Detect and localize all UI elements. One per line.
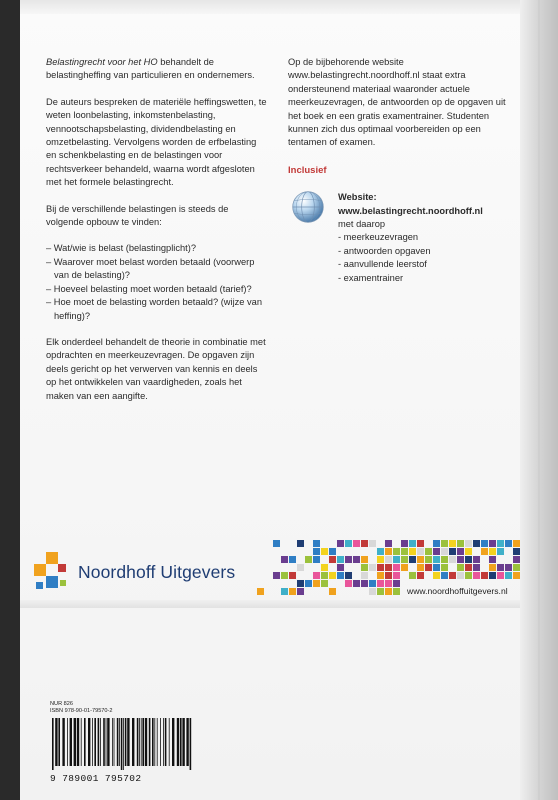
mosaic-tile	[433, 556, 440, 563]
mosaic-tile	[385, 572, 392, 579]
mosaic-tile	[417, 572, 424, 579]
mosaic-tile	[505, 540, 512, 547]
include-item: - meerkeuzevragen	[338, 232, 419, 243]
barcode-bar	[77, 718, 79, 766]
include-item: - antwoorden opgaven	[338, 245, 431, 256]
mosaic-tile	[401, 556, 408, 563]
mosaic-tile	[409, 556, 416, 563]
mosaic-tile	[465, 564, 472, 571]
mosaic-tile	[513, 572, 520, 579]
mosaic-tile	[297, 564, 304, 571]
mosaic-tile	[449, 572, 456, 579]
mosaic-tile	[329, 556, 336, 563]
mosaic-tile	[505, 564, 512, 571]
mosaic-tile	[385, 588, 392, 595]
mosaic-tile	[361, 540, 368, 547]
barcode-bar	[142, 718, 144, 766]
cover-band	[20, 600, 540, 608]
mosaic-tile	[497, 540, 504, 547]
mosaic-tile	[329, 548, 336, 555]
mosaic-tile	[369, 540, 376, 547]
mosaic-tile	[313, 548, 320, 555]
barcode-bar	[127, 718, 129, 766]
barcode	[50, 718, 196, 770]
barcode-bar	[121, 718, 123, 770]
barcode-bar	[165, 718, 167, 766]
barcode-bar	[74, 718, 76, 766]
mosaic-tile	[473, 540, 480, 547]
mosaic-tile	[465, 548, 472, 555]
website-url: www.belastingrecht.noordhoff.nl	[338, 205, 483, 216]
mosaic-tile	[425, 564, 432, 571]
mosaic-tile	[377, 588, 384, 595]
mosaic-tile	[417, 564, 424, 571]
mosaic-tile	[513, 548, 520, 555]
noordhoff-logo-mark	[32, 550, 72, 600]
barcode-bar	[186, 718, 188, 766]
barcode-bar	[182, 718, 184, 766]
mosaic-tile	[457, 572, 464, 579]
barcode-bar	[190, 718, 192, 770]
mosaic-tile	[409, 572, 416, 579]
mosaic-tile	[393, 580, 400, 587]
mosaic-tile	[481, 572, 488, 579]
mosaic-tile	[321, 580, 328, 587]
mosaic-tile	[441, 572, 448, 579]
mosaic-tile	[385, 548, 392, 555]
mosaic-tile	[393, 572, 400, 579]
publisher-url[interactable]: www.noordhoffuitgevers.nl	[407, 586, 508, 596]
barcode-bar	[55, 718, 57, 766]
barcode-bar	[132, 718, 134, 766]
mosaic-tile	[513, 556, 520, 563]
mosaic-tile	[489, 572, 496, 579]
mosaic-tile	[497, 548, 504, 555]
mosaic-tile	[361, 564, 368, 571]
mosaic-tile	[369, 588, 376, 595]
mosaic-tile	[345, 540, 352, 547]
mosaic-tile	[313, 556, 320, 563]
barcode-bar	[52, 718, 54, 770]
mosaic-tile	[481, 548, 488, 555]
barcode-bar	[125, 718, 127, 766]
mosaic-tile	[465, 556, 472, 563]
mosaic-tile	[393, 564, 400, 571]
mosaic-tile	[393, 556, 400, 563]
mosaic-tile	[353, 540, 360, 547]
question-list	[46, 242, 268, 322]
mosaic-tile	[433, 572, 440, 579]
mosaic-tile	[465, 572, 472, 579]
mosaic-tile	[505, 572, 512, 579]
book-title-inline: Belastingrecht voor het HO	[46, 57, 158, 67]
mosaic-tile	[385, 556, 392, 563]
mosaic-tile	[449, 548, 456, 555]
mosaic-tile	[441, 564, 448, 571]
mosaic-tile	[313, 572, 320, 579]
barcode-digits: 9 789001 795702	[50, 773, 142, 784]
isbn-number: ISBN 978-90-01-79570-2	[50, 708, 113, 714]
globe-icon	[290, 189, 326, 225]
mosaic-tile	[393, 548, 400, 555]
mosaic-tile	[313, 580, 320, 587]
barcode-bar	[119, 718, 120, 766]
barcode-bar	[152, 718, 154, 766]
barcode-bar	[163, 718, 164, 766]
nur-code: NUR 826	[50, 701, 74, 707]
barcode-bar	[177, 718, 179, 766]
barcode-bar	[92, 718, 93, 766]
cover-top-edge	[20, 0, 540, 14]
inclusief-heading: Inclusief	[288, 164, 327, 176]
mosaic-tile	[297, 588, 304, 595]
mosaic-tile	[313, 540, 320, 547]
mosaic-tile	[289, 588, 296, 595]
barcode-bar	[139, 718, 140, 766]
barcode-bar	[100, 718, 101, 766]
barcode-bar	[145, 718, 147, 766]
mosaic-tile	[353, 580, 360, 587]
question-item: – Wat/wie is belast (belastingplicht)?	[46, 243, 197, 254]
mosaic-tile	[417, 540, 424, 547]
mosaic-tile	[433, 564, 440, 571]
barcode-bar	[180, 718, 182, 766]
mosaic-tile	[489, 556, 496, 563]
mosaic-tile	[473, 564, 480, 571]
mosaic-tile	[401, 564, 408, 571]
mosaic-tile	[321, 564, 328, 571]
mosaic-tile	[377, 556, 384, 563]
taxes-paragraph: De auteurs bespreken de materiële heffingswetten, te weten loonbelasting, inkomstenbelasting, vennootschapsbelasting, dividendbelasting en omzetbelasting. Vervolgens worden de erfbelasting en schenkbelasting en de belastingen voor rechtsverkeer behandeld, waarna wordt afgesloten met het formele belastingrecht.	[46, 96, 267, 188]
mosaic-tile	[337, 540, 344, 547]
back-cover	[20, 0, 540, 800]
mosaic-tile	[513, 564, 520, 571]
mosaic-tile	[361, 572, 368, 579]
blurb-right-column	[288, 56, 518, 285]
mosaic-tile	[361, 556, 368, 563]
mosaic-tile	[433, 540, 440, 547]
mosaic-tile	[377, 564, 384, 571]
mosaic-tile	[369, 564, 376, 571]
intro-paragraph	[46, 56, 268, 83]
mosaic-tile	[489, 548, 496, 555]
mosaic-tile	[377, 572, 384, 579]
mosaic-tile	[393, 588, 400, 595]
barcode-bar	[103, 718, 105, 766]
structure-intro: Bij de verschillende belastingen is steeds de volgende opbouw te vinden:	[46, 203, 229, 228]
barcode-bar	[141, 718, 142, 766]
mosaic-tile	[281, 588, 288, 595]
question-item: – Hoe moet de belasting worden betaald? (wijze van heffing)?	[46, 297, 263, 321]
mosaic-tile	[369, 580, 376, 587]
barcode-bar	[88, 718, 90, 766]
mosaic-tile	[489, 540, 496, 547]
mosaic-tile	[273, 540, 280, 547]
mosaic-tile	[473, 556, 480, 563]
mosaic-tile	[289, 572, 296, 579]
mosaic-tile	[401, 540, 408, 547]
barcode-bar	[107, 718, 109, 766]
structure-paragraph	[46, 203, 268, 230]
mosaic-tile	[457, 540, 464, 547]
mosaic-tile	[345, 572, 352, 579]
barcode-bar	[84, 718, 86, 766]
mosaic-tile	[425, 548, 432, 555]
website-paragraph: Op de bijbehorende website www.belastingrecht.noordhoff.nl staat extra ondersteunend materiaal waaronder actuele meerkeuzevragen, de antwoorden op de opgaven uit het boek en een gratis examentrainer. Studenten kunnen zich dus optimaal voorbereiden op een tentamen of examen.	[288, 57, 506, 148]
mosaic-tile	[297, 540, 304, 547]
include-item: - aanvullende leerstof	[338, 259, 427, 270]
mosaic-tile	[337, 572, 344, 579]
book-edge	[520, 0, 558, 800]
barcode-bar	[67, 718, 68, 766]
mosaic-tile	[385, 540, 392, 547]
mosaic-tile	[305, 580, 312, 587]
mosaic-tile	[457, 564, 464, 571]
mosaic-tile	[409, 540, 416, 547]
mosaic-tile	[465, 540, 472, 547]
includes-list	[338, 231, 518, 285]
exercises-paragraph: Elk onderdeel behandelt de theorie in combinatie met opdrachten en meerkeuzevragen. De opgaven zijn deels gericht op het verwerven van kennis en deels op het ontwikkelen van vaardigheden, zoals het maken van een aangifte.	[46, 336, 266, 401]
mosaic-tile	[385, 580, 392, 587]
mosaic-tile	[449, 556, 456, 563]
barcode-bar	[114, 718, 115, 766]
mosaic-tile	[489, 564, 496, 571]
mosaic-tile	[345, 580, 352, 587]
mosaic-tile	[321, 572, 328, 579]
barcode-bar	[154, 718, 155, 766]
mosaic-tile	[329, 588, 336, 595]
mosaic-tile	[497, 572, 504, 579]
include-item: - examentrainer	[338, 272, 404, 283]
mosaic-tile	[409, 548, 416, 555]
question-item: – Hoeveel belasting moet worden betaald (tarief)?	[46, 283, 252, 294]
barcode-bar	[62, 718, 64, 766]
mosaic-tile	[289, 556, 296, 563]
mosaic-tile	[417, 548, 424, 555]
barcode-bar	[81, 718, 82, 766]
mosaic-tile	[337, 564, 344, 571]
mosaic-tile	[449, 540, 456, 547]
website-block	[288, 191, 518, 285]
mosaic-tile	[361, 580, 368, 587]
mosaic-tile	[513, 540, 520, 547]
mosaic-tile	[281, 572, 288, 579]
barcode-bar	[160, 718, 161, 766]
barcode-bar	[149, 718, 151, 766]
mosaic-tile	[417, 556, 424, 563]
barcode-bar	[94, 718, 96, 766]
mosaic-tile	[385, 564, 392, 571]
mosaic-tile	[329, 572, 336, 579]
barcode-bar	[172, 718, 174, 766]
mosaic-tile	[257, 588, 264, 595]
barcode-bar	[157, 718, 158, 766]
barcode-bar	[106, 718, 107, 766]
publisher-name: Noordhoff Uitgevers	[78, 562, 236, 582]
mosaic-tile	[377, 548, 384, 555]
mosaic-tile	[337, 556, 344, 563]
barcode-area	[50, 701, 200, 791]
mosaic-tile	[433, 548, 440, 555]
intro-text: behandelt de belastingheffing van particulieren en ondernemers.	[46, 57, 255, 81]
mosaic-tile	[481, 540, 488, 547]
barcode-bar	[98, 718, 100, 766]
mosaic-tile	[473, 572, 480, 579]
mosaic-tile	[305, 556, 312, 563]
mosaic-tile	[457, 548, 464, 555]
barcode-bar	[169, 718, 170, 766]
barcode-bar	[70, 718, 72, 766]
mosaic-tile	[457, 556, 464, 563]
barcode-bar	[117, 718, 119, 766]
barcode-bar	[58, 718, 60, 766]
mosaic-tile	[441, 556, 448, 563]
website-label: Website:	[338, 192, 377, 203]
question-item: – Waarover moet belast worden betaald (voorwerp van de belasting)?	[46, 256, 255, 281]
mosaic-tile	[497, 564, 504, 571]
with-label: met daarop	[338, 219, 386, 230]
mosaic-tile	[345, 556, 352, 563]
mosaic-tile	[425, 556, 432, 563]
mosaic-tile	[377, 580, 384, 587]
mosaic-tile	[353, 556, 360, 563]
mosaic-tile	[281, 556, 288, 563]
blurb-left-column	[46, 56, 268, 416]
mosaic-tile	[441, 548, 448, 555]
mosaic-tile	[273, 572, 280, 579]
barcode-bar	[123, 718, 124, 770]
mosaic-tile	[441, 540, 448, 547]
mosaic-tile	[297, 580, 304, 587]
barcode-bar	[112, 718, 113, 766]
mosaic-tile	[401, 548, 408, 555]
barcode-bar	[137, 718, 139, 766]
mosaic-tile	[321, 548, 328, 555]
